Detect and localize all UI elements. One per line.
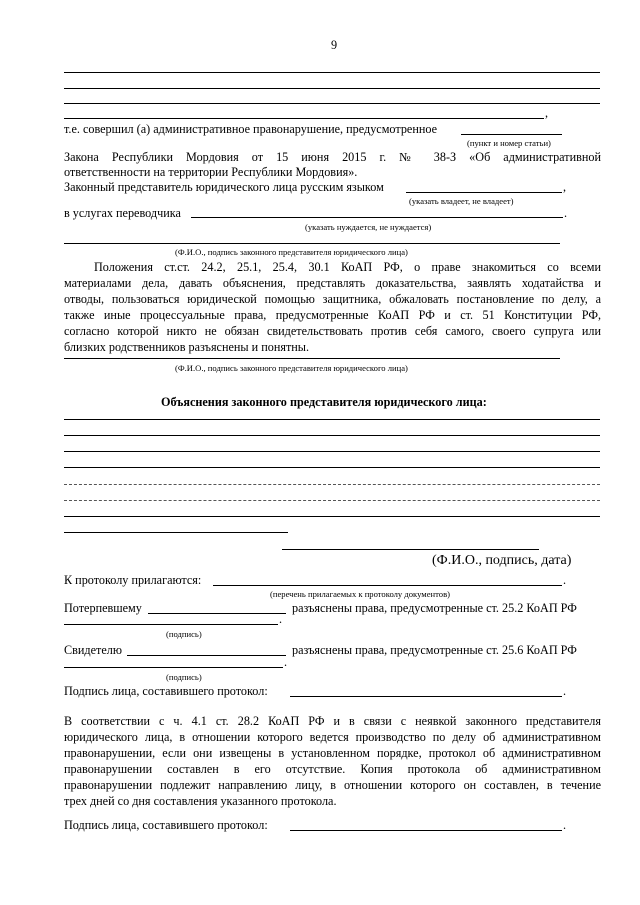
signature-hint: (Ф.И.О., подпись законного представителя юридического лица) — [175, 247, 408, 257]
blank-line[interactable] — [64, 72, 600, 73]
signature-hint: (Ф.И.О., подпись законного представителя юридического лица) — [175, 363, 408, 373]
language-label: Законный представитель юридического лица русским языком — [64, 180, 384, 194]
offense-text: т.е. совершил (а) административное правонарушение, предусмотренное — [64, 122, 438, 136]
period: . — [284, 655, 288, 669]
period: . — [564, 206, 568, 220]
composer-signature-label: Подпись лица, составившего протокол: — [64, 684, 268, 698]
notice-line: юридического лица, в отношении которого ведется производство по делу об административном — [64, 730, 601, 744]
attachments-hint: (перечень прилагаемых к протоколу документов) — [270, 589, 450, 599]
blank-line[interactable] — [64, 467, 600, 468]
rights-line: материалами дела, давать объяснения, представлять доказательства, заявлять ходатайства и — [64, 276, 601, 290]
law-line: ответственности на территории Республики Мордовия». — [64, 165, 358, 179]
composer-signature-label: Подпись лица, составившего протокол: — [64, 818, 268, 832]
blank-line[interactable] — [64, 516, 600, 517]
translator-label: в услугах переводчика — [64, 206, 181, 220]
translator-field[interactable] — [191, 205, 563, 218]
victim-label: Потерпевшему — [64, 601, 142, 615]
signature-line[interactable] — [282, 549, 539, 550]
period: . — [279, 612, 283, 626]
composer-signature-field[interactable] — [290, 684, 562, 697]
comma: , — [563, 180, 567, 194]
blank-line[interactable] — [64, 500, 600, 501]
blank-line[interactable] — [64, 88, 600, 89]
blank-line[interactable] — [64, 103, 600, 104]
victim-text: разъяснены права, предусмотренные ст. 25.2 КоАП РФ — [292, 601, 577, 615]
attachments-label: К протоколу прилагаются: — [64, 573, 202, 587]
page-number: 9 — [331, 38, 338, 52]
victim-signature-field[interactable] — [64, 612, 278, 625]
language-field[interactable] — [406, 180, 562, 193]
language-hint: (указать владеет, не владеет) — [409, 196, 514, 206]
notice-line: правонарушении составлен в его отсутствие. Копия протокола об административном — [64, 762, 601, 776]
rights-line: также иные процессуальные права, предусмотренные КоАП РФ и ст. 51 Конституции РФ, — [64, 308, 601, 322]
notice-line: правонарушении подлежит направлению лицу, в отношении которого он составлен, в течение — [64, 778, 601, 792]
notice-line: В соответствии с ч. 4.1 ст. 28.2 КоАП РФ и в связи с неявкой законного представителя — [64, 714, 601, 728]
witness-hint: (подпись) — [166, 672, 202, 682]
rights-line: близких родственников разъяснены и понятны. — [64, 340, 310, 354]
victim-hint: (подпись) — [166, 629, 202, 639]
blank-line[interactable] — [64, 532, 288, 533]
rights-line: согласно которой никто не обязан свидетельствовать против себя самого, своего супруга или — [64, 324, 601, 338]
notice-line: правонарушении, если они извещены в установленном порядке, протокол об административном — [64, 746, 601, 760]
composer-signature-field[interactable] — [290, 818, 562, 831]
rights-line: отводы, пользоваться юридической помощью защитника, обжаловать постановление по делу, а — [64, 292, 601, 306]
blank-line[interactable] — [64, 451, 600, 452]
rights-line: Положения ст.ст. 24.2, 25.1, 25.4, 30.1 КоАП РФ, о праве знакомиться со всеми — [94, 260, 601, 274]
signature-line[interactable] — [64, 243, 560, 244]
law-line: Закона Республики Мордовия от 15 июня 2015 г. № 38-З «Об административной — [64, 150, 601, 164]
notice-line: трех дней со дня составления указанного протокола. — [64, 794, 337, 808]
signature-hint: (Ф.И.О., подпись, дата) — [432, 553, 572, 568]
blank-line[interactable] — [64, 484, 600, 485]
blank-line[interactable] — [64, 435, 600, 436]
period: . — [563, 573, 567, 587]
explanations-heading: Объяснения законного представителя юридического лица: — [161, 395, 487, 409]
witness-label: Свидетелю — [64, 643, 122, 657]
signature-line[interactable] — [64, 358, 560, 359]
blank-line[interactable] — [64, 419, 600, 420]
comma: , — [545, 106, 549, 120]
period: . — [563, 818, 567, 832]
witness-signature-field[interactable] — [64, 655, 283, 668]
witness-text: разъяснены права, предусмотренные ст. 25.6 КоАП РФ — [292, 643, 577, 657]
period: . — [563, 684, 567, 698]
article-field[interactable] — [461, 122, 562, 135]
translator-hint: (указать нуждается, не нуждается) — [305, 222, 432, 232]
article-hint: (пункт и номер статьи) — [467, 138, 551, 148]
blank-line[interactable] — [64, 118, 544, 119]
attachments-field[interactable] — [213, 573, 562, 586]
